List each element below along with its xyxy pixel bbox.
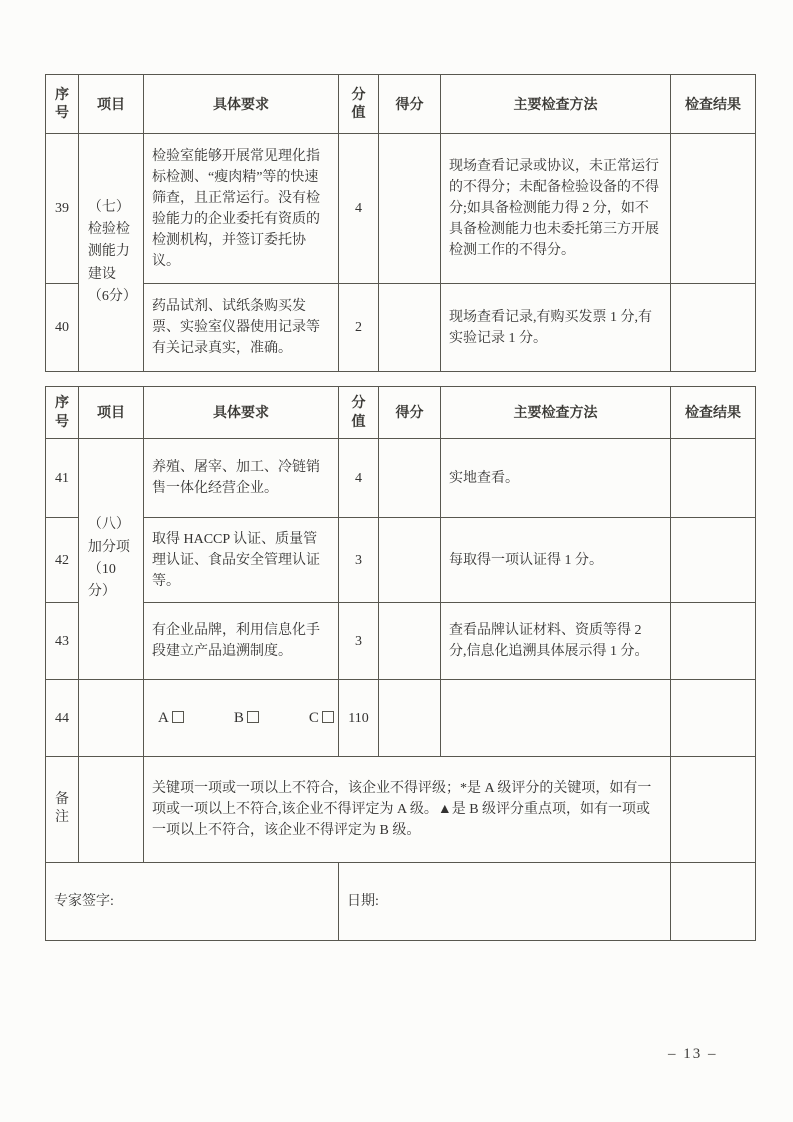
header-method: 主要检查方法	[441, 75, 671, 134]
signature-row	[46, 863, 756, 941]
cell-value-39: 4	[339, 134, 379, 284]
cell-score-42	[379, 518, 441, 603]
cell-item-section8: （八）加分项（10分）	[79, 439, 144, 680]
cell-method-41: 实地查看。	[441, 439, 671, 518]
table-row	[46, 284, 756, 372]
header-seq: 序号	[46, 387, 79, 439]
header-item: 项目	[79, 387, 144, 439]
cell-requirement-41: 养殖、屠宰、加工、冷链销售一体化经营企业。	[144, 439, 339, 518]
header-score-value: 分值	[339, 387, 379, 439]
header-result: 检查结果	[671, 387, 756, 439]
cell-value-41: 4	[339, 439, 379, 518]
grade-option-a	[158, 707, 184, 730]
checkbox-b-icon	[247, 711, 259, 723]
table-header-row	[46, 75, 756, 134]
cell-value-40: 2	[339, 284, 379, 372]
page-number: – 13 –	[668, 1046, 718, 1062]
checkbox-c-icon	[322, 711, 334, 723]
cell-item-44	[79, 680, 144, 757]
remark-row	[46, 757, 756, 863]
remark-result-cell	[671, 757, 756, 863]
header-requirement: 具体要求	[144, 387, 339, 439]
table-header-row	[46, 387, 756, 439]
header-score-got: 得分	[379, 387, 441, 439]
cell-score-44	[379, 680, 441, 757]
cell-grade-options	[144, 680, 339, 757]
grade-b-label: B	[233, 709, 244, 726]
remark-label-cell: 备注	[46, 757, 79, 863]
signature-result-cell	[671, 863, 756, 941]
cell-result-43	[671, 603, 756, 680]
cell-result-39	[671, 134, 756, 284]
cell-score-39	[379, 134, 441, 284]
cell-seq-41: 41	[46, 439, 79, 518]
cell-requirement-43: 有企业品牌，利用信息化手段建立产品追溯制度。	[144, 603, 339, 680]
cell-result-44	[671, 680, 756, 757]
cell-seq-44: 44	[46, 680, 79, 757]
cell-value-44: 110	[339, 680, 379, 757]
cell-seq-42: 42	[46, 518, 79, 603]
header-seq: 序号	[46, 75, 79, 134]
cell-method-40: 现场查看记录,有购买发票 1 分,有实验记录 1 分。	[441, 284, 671, 372]
checkbox-a-icon	[172, 711, 184, 723]
header-score-value: 分值	[339, 75, 379, 134]
grade-a-label: A	[158, 709, 169, 726]
table-row	[46, 134, 756, 284]
evaluation-table-section7	[45, 74, 756, 372]
evaluation-table-section8	[45, 386, 756, 941]
cell-seq-39: 39	[46, 134, 79, 284]
cell-method-39: 现场查看记录或协议，未正常运行的不得分；未配备检验设备的不得分;如具备检测能力得 2 分，如不具备检测能力也未委托第三方开展检测工作的不得分。	[441, 134, 671, 284]
date-cell: 日期:	[339, 863, 671, 941]
header-score-got: 得分	[379, 75, 441, 134]
table-row	[46, 680, 756, 757]
cell-method-44	[441, 680, 671, 757]
header-item: 项目	[79, 75, 144, 134]
cell-seq-40: 40	[46, 284, 79, 372]
table-row	[46, 439, 756, 518]
grade-c-label: C	[308, 709, 319, 726]
cell-seq-43: 43	[46, 603, 79, 680]
remark-empty-cell	[79, 757, 144, 863]
cell-requirement-40: 药品试剂、试纸条购买发票、实验室仪器使用记录等有关记录真实，准确。	[144, 284, 339, 372]
cell-score-40	[379, 284, 441, 372]
cell-result-40	[671, 284, 756, 372]
header-method: 主要检查方法	[441, 387, 671, 439]
cell-method-43: 查看品牌认证材料、资质等得 2 分,信息化追溯具体展示得 1 分。	[441, 603, 671, 680]
expert-signature-cell: 专家签字:	[46, 863, 339, 941]
cell-value-43: 3	[339, 603, 379, 680]
header-result: 检查结果	[671, 75, 756, 134]
cell-result-42	[671, 518, 756, 603]
cell-requirement-42: 取得 HACCP 认证、质量管理认证、食品安全管理认证等。	[144, 518, 339, 603]
grade-option-c	[309, 707, 334, 730]
cell-value-42: 3	[339, 518, 379, 603]
grade-option-b	[234, 707, 259, 730]
table-row	[46, 518, 756, 603]
table-row	[46, 603, 756, 680]
cell-requirement-39: 检验室能够开展常见理化指标检测、“瘦肉精”等的快速筛查，且正常运行。没有检验能力的企业委托有资质的检测机构，并签订委托协议。	[144, 134, 339, 284]
header-requirement: 具体要求	[144, 75, 339, 134]
cell-score-41	[379, 439, 441, 518]
cell-item-section7: （七）检验检测能力建设（6分）	[79, 134, 144, 372]
remark-text-cell: 关键项一项或一项以上不符合，该企业不得评级；*是 A 级评分的关键项，如有一项或一项以上不符合,该企业不得评定为 A 级。▲是 B 级评分重点项，如有一项或一项以上不符合，该企业不得评定为 B 级。	[144, 757, 671, 863]
cell-method-42: 每取得一项认证得 1 分。	[441, 518, 671, 603]
cell-result-41	[671, 439, 756, 518]
cell-score-43	[379, 603, 441, 680]
